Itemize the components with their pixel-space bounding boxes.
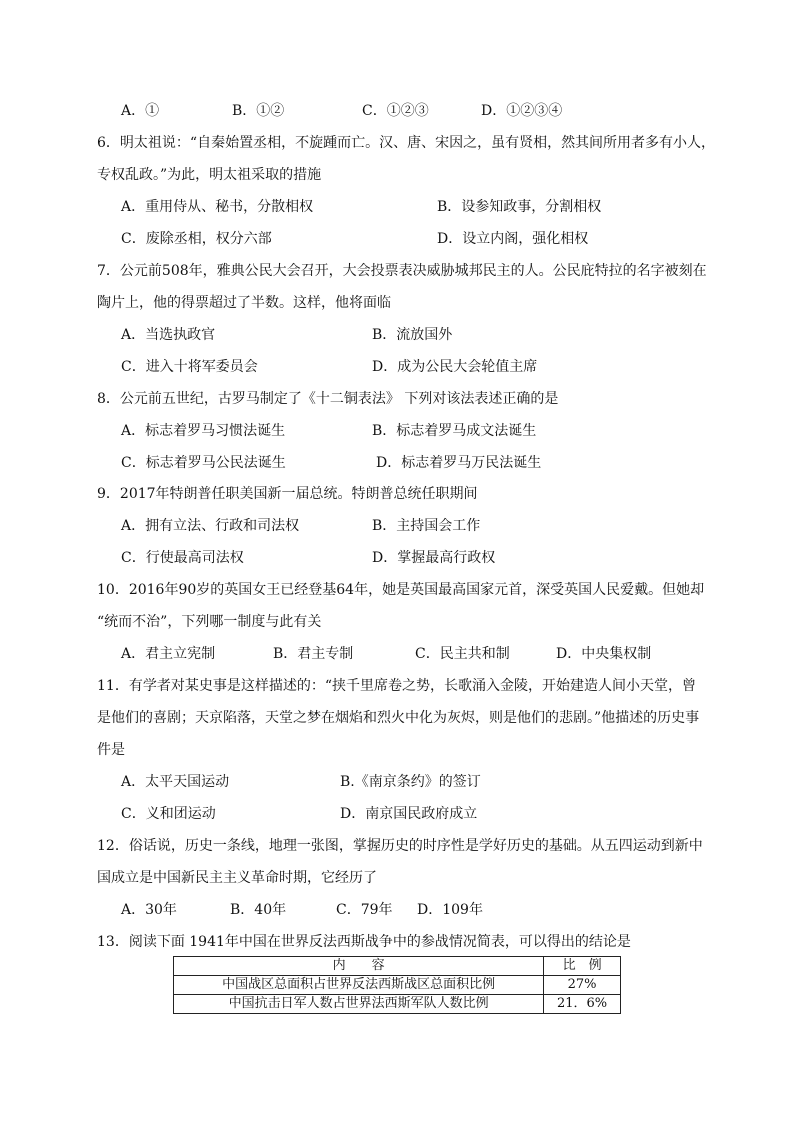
q8-option-a: A．标志着罗马习惯法诞生: [121, 423, 286, 439]
q10-option-a: A．君主立宪制: [121, 646, 216, 662]
table-row: [174, 995, 621, 1014]
table-cell-ratio: 27%: [544, 976, 621, 995]
q10-stem-line1: 10．2016年90岁的英国女王已经登基64年，她是英国最高国家元首，深受英国人民爱戴。但她却: [97, 582, 705, 598]
q7-stem-line2: 陶片上，他的得票超过了半数。这样，他将面临: [97, 295, 391, 311]
q6-option-b: B．设参知政事，分割相权: [437, 199, 602, 215]
q10-option-d: D．中央集权制: [556, 646, 652, 662]
q11-option-b: B.《南京条约》的签订: [340, 774, 481, 790]
q6-stem-line1: 6．明太祖说：“自秦始置丞相，不旋踵而亡。汉、唐、宋因之，虽有贤相，然其间所用者多有小人，: [97, 135, 716, 151]
q5-option-c: C．①②③: [362, 103, 429, 119]
q11-option-c: C．义和团运动: [121, 806, 216, 822]
q12-option-b: B．40年: [230, 902, 287, 918]
q5-option-a: A．①: [121, 103, 160, 119]
q7-stem-line1: 7．公元前508年，雅典公民大会召开，大会投票表决威胁城邦民主的人。公民庇特拉的名字被刻在: [97, 263, 707, 279]
q11-option-d: D．南京国民政府成立: [340, 806, 478, 822]
table-header-row: [174, 957, 621, 976]
q7-option-b: B．流放国外: [372, 327, 453, 343]
q8-option-b: B．标志着罗马成文法诞生: [372, 423, 537, 439]
table-cell-ratio: 21．6%: [544, 995, 621, 1014]
q6-option-d: D．设立内阁，强化相权: [437, 231, 589, 247]
q10-stem-line2: “统而不治”，下列哪一制度与此有关: [97, 614, 322, 630]
q5-option-d: D．①②③④: [481, 103, 563, 119]
q12-option-c: C．79年: [336, 902, 393, 918]
q10-option-c: C．民主共和制: [415, 646, 510, 662]
q13-data-table: [173, 956, 621, 1014]
table-cell-content: 中国战区总面积占世界反法西斯战区总面积比例: [174, 976, 544, 995]
q6-stem-line2: 专权乱政。”为此，明太祖采取的措施: [97, 167, 322, 183]
table-header-ratio: 比 例: [544, 957, 621, 976]
q7-option-d: D．成为公民大会轮值主席: [372, 359, 538, 375]
q11-stem-line3: 件是: [97, 742, 125, 758]
q5-option-b: B．①②: [232, 103, 285, 119]
q8-option-c: C．标志着罗马公民法诞生: [121, 455, 286, 471]
q9-stem-line1: 9．2017年特朗普任职美国新一届总统。特朗普总统任职期间: [97, 486, 478, 502]
q9-option-a: A．拥有立法、行政和司法权: [121, 518, 300, 534]
q6-option-c: C．废除丞相，权分六部: [121, 231, 272, 247]
table-header-content: 内 容: [174, 957, 544, 976]
q10-option-b: B．君主专制: [273, 646, 354, 662]
q7-option-a: A．当选执政官: [121, 327, 216, 343]
q13-stem-line1: 13．阅读下面 1941年中国在世界反法西斯战争中的参战情况简表，可以得出的结论是: [97, 934, 631, 950]
q12-stem-line1: 12．俗话说，历史一条线，地理一张图，掌握历史的时序性是学好历史的基础。从五四运动到新中: [97, 838, 703, 854]
q8-stem-line1: 8．公元前五世纪，古罗马制定了《十二铜表法》 下列对该法表述正确的是: [97, 391, 559, 407]
q11-stem-line1: 11．有学者对某史事是这样描述的：“挟千里席卷之势，长歌涌入金陵，开始建造人间小天堂，曾: [97, 678, 696, 694]
q9-option-c: C．行使最高司法权: [121, 550, 244, 566]
q7-option-c: C．进入十将军委员会: [121, 359, 258, 375]
q11-option-a: A．太平天国运动: [121, 774, 230, 790]
q6-option-a: A．重用侍从、秘书，分散相权: [121, 199, 314, 215]
q9-option-d: D．掌握最高行政权: [372, 550, 496, 566]
q9-option-b: B．主持国会工作: [372, 518, 481, 534]
table-cell-content: 中国抗击日军人数占世界法西斯军队人数比例: [174, 995, 544, 1014]
q12-option-a: A．30年: [121, 902, 177, 918]
q11-stem-line2: 是他们的喜剧；天京陷落，天堂之梦在烟焰和烈火中化为灰烬，则是他们的悲剧。”他描述的历史事: [97, 710, 700, 726]
q12-stem-line2: 国成立是中国新民主主义革命时期，它经历了: [97, 870, 377, 886]
q12-option-d: D．109年: [417, 902, 483, 918]
table-row: [174, 976, 621, 995]
q8-option-d: D．标志着罗马万民法诞生: [376, 455, 542, 471]
